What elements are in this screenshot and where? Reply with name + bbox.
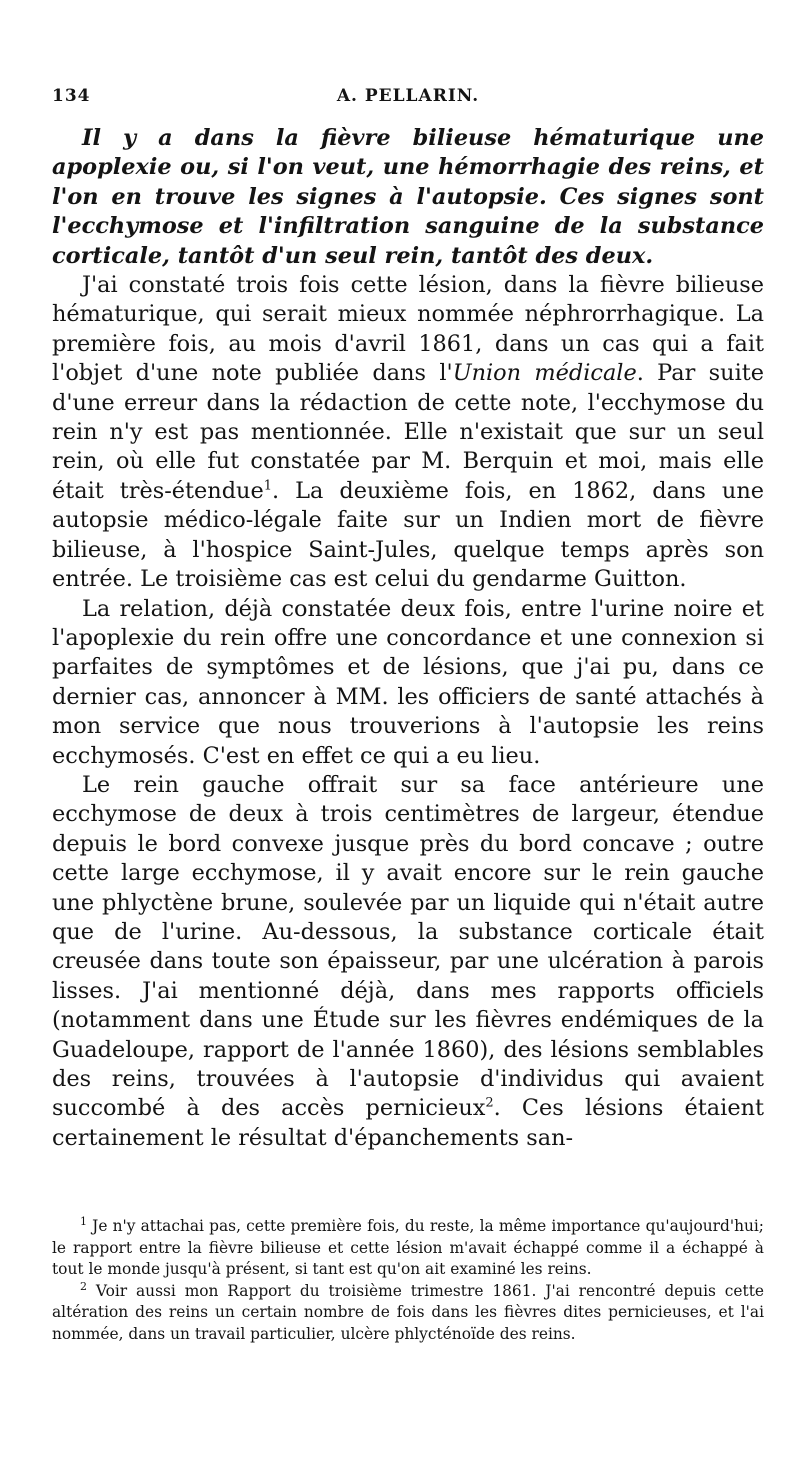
paragraph-4-part-a: Le rein gauche offrait sur sa face antérieure une ecchymose de deux à trois centimètres de largeur, étendue depuis le bord convexe jusque près du bord concave ; outre cette large ecchymose, il y avait encore sur le rein gauche une phlyctène brune, soulevée par un liquide qui n'était autre que de l'urine. Au-dessous, la substance corticale était creusée dans toute son épaisseur, par une ulcération à parois lisses. J'ai mentionné déjà, dans mes rapports officiels (notamment dans une Étude sur les fièvres endémiques de la Guadeloupe, rapport de l'année 1860), des lésions semblables des reins, trouvées à l'autopsie d'individus qui avaient succombé à des accès pernicieux bbox=[52, 771, 764, 1122]
footnote-2-text: Voir aussi mon Rapport du troisième trimestre 1861. J'ai rencontré depuis cette altération des reins un certain nombre de fois dans les fièvres dites pernicieuses, et l'ai nommée, dans un travail particulier, ulcère phlycténoïde des reins. bbox=[52, 1281, 764, 1343]
footnote-1-text: Je n'y attachai pas, cette première fois, du reste, la même importance qu'aujourd'hui; le rapport entre la fièvre bilieuse et cette lésion m'avait échappé comme il a échappé à tout le monde jusqu'à présent, si tant est qu'on ait examiné les reins. bbox=[52, 1217, 764, 1278]
running-head bbox=[52, 86, 764, 112]
paragraph-2 bbox=[52, 271, 764, 594]
page-number: 134 bbox=[52, 86, 91, 106]
footnote-1-mark: 1 bbox=[80, 1214, 87, 1228]
journal-title: Union médicale bbox=[452, 360, 637, 387]
paragraph-2-part-a: J'ai constaté trois fois cette lésion, dans la fièvre bilieuse hématurique, qui serait mieux nommée néphrorrhagique. La première fois, au mois d'avril 1861, dans un cas qui a fait l'objet d'une note publiée dans l' bbox=[52, 272, 764, 387]
paragraph-3: La relation, déjà constatée deux fois, entre l'urine noire et l'apoplexie du rein offre une concordance et une connexion si parfaites de symptômes et de lésions, que j'ai pu, dans ce dernier cas, annoncer à MM. les officiers de santé attachés à mon service que nous trouverions à l'autopsie les reins ecchymosés. C'est en effet ce qui a eu lieu. bbox=[52, 595, 764, 769]
paragraph-4-part-b: . Ces lésions étaient certainement le résultat d'épanchements san- bbox=[52, 1095, 764, 1151]
footnote-2-mark: 2 bbox=[80, 1279, 87, 1293]
paragraph-2-part-b: . Par suite d'une erreur dans la rédaction de cette note, l'ecchymose du rein n'y est pas mentionnée. Elle n'existait que sur un seul rein, où elle fut constatée par M. Berquin et moi, mais elle était très-étendue bbox=[52, 360, 764, 504]
footnotes bbox=[52, 1216, 764, 1345]
footnote-2 bbox=[52, 1281, 764, 1346]
footnote-ref-1: 1 bbox=[263, 478, 272, 494]
footnote-1 bbox=[52, 1216, 764, 1281]
footnote-ref-2: 2 bbox=[485, 1095, 494, 1111]
running-head-author: A. PELLARIN. bbox=[336, 86, 480, 106]
paragraph-1: Il y a dans la fièvre bilieuse hématurique une apoplexie ou, si l'on veut, une hémorrhagie des reins, et l'on en trouve les signes à l'autopsie. Ces signes sont l'ecchymose et l'infiltration sanguine de la substance corticale, tantôt d'un seul rein, tantôt des deux. bbox=[52, 125, 764, 269]
paragraph-2-part-c: . La deuxième fois, en 1862, dans une autopsie médico-légale faite sur un Indien mort de fièvre bilieuse, à l'hospice Saint-Jules, quelque temps après son entrée. Le troisième cas est celui du gendarme Guitton. bbox=[52, 477, 764, 593]
body-text bbox=[52, 124, 764, 1153]
paragraph-4 bbox=[52, 771, 764, 1153]
